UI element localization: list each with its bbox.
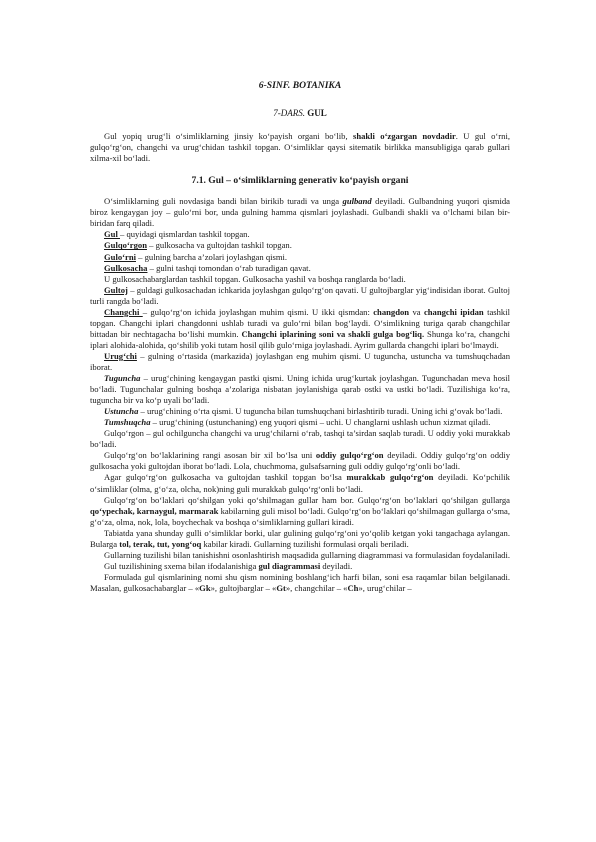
definition-gultoj (90, 285, 510, 307)
bold-term: tol, terak, tut, yong‘oq (119, 538, 202, 549)
paragraph-qoshilgan-gullar (90, 495, 510, 528)
document-page (90, 80, 510, 594)
text-span: », changchilar – « (285, 582, 348, 593)
definition-tuguncha (90, 373, 510, 406)
term-gul: Gul (104, 229, 120, 240)
term-urugchi: Urug‘chi (104, 350, 137, 361)
definition-changchi (90, 307, 510, 351)
term-gulqorgon: Gulqo‘rgon (104, 240, 147, 251)
text-span: deyiladi. Gulbandning yuqori qismida biroz kengaygan joy – gulo‘rni bor, unda gulning hamma qismlari joylashadi. Gulbandi shakli va o‘lchami bilan bir-biridan farq qiladi. (90, 196, 510, 229)
text-span: Agar gulqo‘rg‘on gulkosacha va gultojdan tashkil topgan bo‘lsa (104, 472, 347, 483)
document-title: 6-SINF. BOTANIKA (258, 80, 342, 91)
text-span: Shunga ko‘ra, changchi iplari alohida-alohida, qo‘shilib yoki tutam hosil qilib gulo‘rniga joylashadi. Ayrim gullarda changchi iplari bo‘lmaydi. (90, 328, 511, 350)
bold-term: Gt (276, 582, 286, 593)
paragraph-gul-diagrammasi (90, 561, 510, 572)
term-tuguncha: Tuguncha (104, 373, 141, 384)
text-span: – gulning barcha a’zolari joylashgan qismi. (136, 251, 288, 262)
definition-ustuncha (90, 406, 510, 417)
term-changchi: Changchi (104, 306, 143, 317)
term-gulkosacha: Gulkosacha (104, 262, 148, 273)
text-span: – urug‘chining kengaygan pastki qismi. Uning ichida urug‘kurtak joylashgan. Tugunchadan meva hosil bo‘ladi. Tugunchalar gulning boshqa a’zolariga nisbatan joylanishiga qarab ostki va ustki bo‘ladi. Tuzilishiga ko‘ra, tuguncha bir va ko‘p uyali bo‘ladi. (90, 373, 510, 406)
text-span: U gulkosachabarglardan tashkil topgan. Gulkosacha yashil va boshqa ranglarda bo‘ladi. (104, 273, 406, 284)
bold-term: changchi ipidan (423, 306, 484, 317)
paragraph-diagramma-formula (90, 550, 510, 561)
text-span: – gulqo‘rg‘on ichida joylashgan muhim qismi. U ikki qismdan: (142, 306, 374, 317)
text-span: kabilar kiradi. Gullarning tuzilishi formulasi orqali beriladi. (201, 538, 409, 549)
text-span: kabilarning guli misol bo‘ladi. Gulqo‘rg‘on bo‘laklari qo‘shilmagan gullarga o‘sma, g‘o‘za, olma, nok, lola, boychechak va boshqa o‘simliklarning gullari kiradi. (90, 505, 511, 527)
text-span: Gulqo‘rg‘on bo‘laklarining rangi asosan bir xil bo‘lsa uni (104, 450, 316, 461)
bold-term: Ch (347, 582, 359, 593)
text-span: – gulning o‘rtasida (markazida) joylashgan eng muhim qismi. U tuguncha, ustuncha va tumshuqchadan iborat. (90, 350, 510, 372)
lesson-heading (90, 108, 510, 119)
paragraph-murakkab-gulqorgon (90, 472, 510, 494)
definition-gulorni (90, 252, 510, 263)
text-span: Gulqo‘rg‘on bo‘laklari qo‘shilgan yoki qo‘shilmagan gullar ham bor. Gulqo‘rg‘on bo‘laklari qo‘shilgan gullarga (104, 494, 510, 505)
text-span: – guldagi gulkosachadan ichkarida joylashgan gulqo‘rg‘on qavati. U gultojbarglar yig‘indisidan iborat. Gultoj turli rangda bo‘ladi. (90, 284, 510, 306)
text-span: tashkil topgan. Changchi iplari changdonni ushlab turadi va gulo‘rni bilan bog‘laydi. O‘simlikning turiga qarab changchilar bittadan bir nechtagacha bo‘lishi mumkin. (90, 306, 510, 339)
text-span: Gul yopiq urug‘li o‘simliklarning jinsiy ko‘payish organi bo‘lib, (104, 131, 353, 142)
lesson-name: GUL (307, 108, 327, 119)
term-gultoj: Gultoj (104, 284, 128, 295)
term-tumshuqcha: Tumshuqcha (104, 417, 151, 428)
text-span: O‘simliklarning guli novdasiga bandi bilan birikib turadi va unga (104, 196, 343, 207)
text-span: », urug‘chilar – (358, 582, 412, 593)
paragraph-gulqorgon-role (90, 428, 510, 450)
text-span: deyiladi. Oddiy gulqo‘rg‘on oddiy gulkosacha yoki gultojdan iborat bo‘ladi. Lola, chuchmoma, gulsafsarning guli oddiy gulqo‘rg‘onli bo‘ladi. (90, 450, 510, 472)
paragraph-tangacha (90, 528, 510, 550)
text-span: », gultojbarglar – « (210, 582, 277, 593)
paragraph-oddiy-gulqorgon (90, 450, 510, 472)
text-span: – gulkosacha va gultojdan tashkil topgan. (146, 240, 292, 251)
definition-gul (90, 229, 510, 240)
paragraph-formula (90, 572, 510, 594)
text-span: – urug‘chining o‘rta qismi. U tuguncha bilan tumshuqchani birlashtirib turadi. Uning ichi g‘ovak bo‘ladi. (138, 406, 503, 417)
text-span: va (409, 306, 424, 317)
paragraph-gulband (90, 196, 510, 229)
bold-term: shakli o‘zgargan novdadir (352, 131, 456, 142)
term-gulorni: Gulo‘rni (104, 251, 136, 262)
text-span: – urug‘chining (ustunchaning) eng yuqori qismi – uchi. U changlarni ushlash uchun xizmat qiladi. (150, 417, 491, 428)
text-span: Formulada gul qismlarining nomi shu qism nomining boshlang‘ich harfi bilan, soni esa raqamlar bilan belgilanadi. Masalan, gulkosachabarglar – « (90, 571, 510, 593)
text-span: Tabiatda yana shunday gulli o‘simliklar borki, ular gulining gulqo‘rg‘oni yo‘qolib ketgan yoki tangachaga aylangan. Bularga (90, 527, 510, 549)
bold-term: gul diagrammasi (258, 560, 321, 571)
intro-paragraph (90, 131, 510, 164)
text-span: – quyidagi qismlardan tashkil topgan. (120, 229, 250, 240)
bold-term: qo‘ypechak, karnaygul, marmarak (90, 505, 219, 516)
definition-urugchi (90, 351, 510, 373)
bold-term: gulband (342, 196, 372, 207)
definition-tumshuqcha (90, 417, 510, 428)
bold-term: changdon (373, 306, 410, 317)
section-title: 7.1. Gul – o‘simliklarning generativ ko‘payish organi (191, 175, 409, 187)
text-span: Gullarning tuzilishi bilan tanishishni osonlashtirish maqsadida gullarning diagrammasi va formulasidan foydalaniladi. (104, 549, 510, 560)
paragraph-gulkosachabarg (90, 274, 510, 285)
text-span: . U gul o‘rni, gulqo‘rg‘on, changchi va urug‘chidan tashkil topgan. O‘simliklar qaysi sitematik birlikka mansubligiga qarab gullari xilma-xil bo‘ladi. (90, 131, 510, 164)
bold-term: Changchi iplarining soni va shakli gulga bog‘liq. (241, 328, 425, 339)
definition-gulqorgon (90, 240, 510, 251)
definition-gulkosacha (90, 263, 510, 274)
lesson-prefix: 7-DARS. (273, 108, 305, 119)
term-ustuncha: Ustuncha (104, 406, 139, 417)
bold-term: murakkab gulqo‘rg‘on (346, 472, 434, 483)
text-span: deyiladi. Ko‘pchilik o‘simliklar (olma, g‘o‘za, olcha, nok)ning guli murakkab gulqo‘rg‘onli bo‘ladi. (90, 472, 510, 494)
text-span: – gulni tashqi tomondan o‘rab turadigan qavat. (147, 262, 311, 273)
text-span: Gul tuzilishining sxema bilan ifodalanishiga (104, 560, 259, 571)
bold-term: oddiy gulqo‘rg‘on (315, 450, 384, 461)
text-span: Gulqo‘rgon – gul ochilguncha changchi va urug‘chilarni o‘rab, tashqi ta’sirdan saqlab turadi. U oddiy yoki murakkab bo‘ladi. (90, 428, 510, 450)
bold-term: Gk (199, 582, 211, 593)
text-span: deyiladi. (320, 560, 353, 571)
